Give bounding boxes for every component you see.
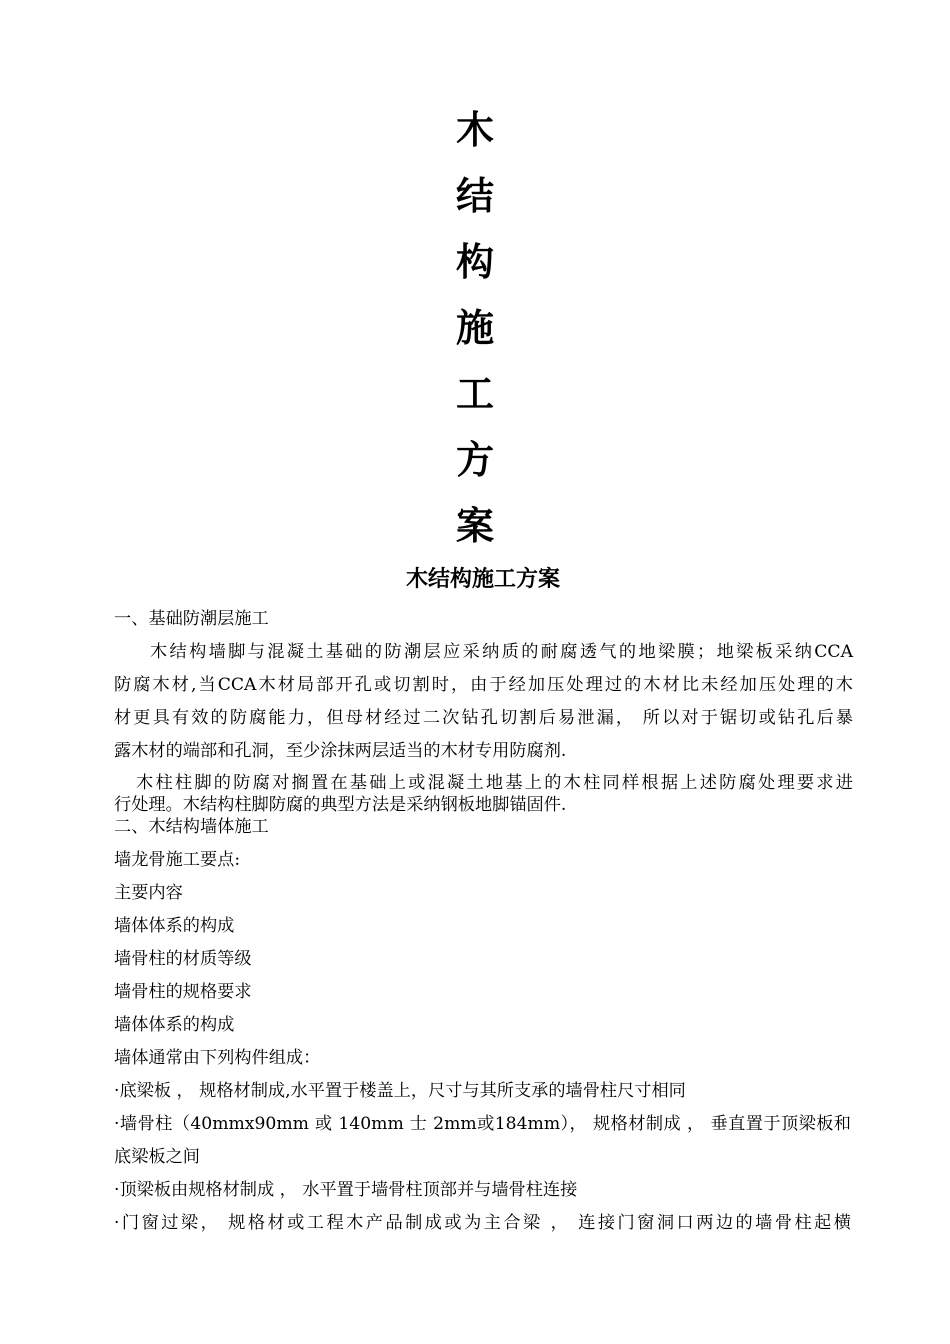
text-line: 墙体体系的构成 [114, 1015, 235, 1035]
paragraph-line: 露木材的端部和孔洞，至少涂抹两层适当的木材专用防腐剂. [114, 741, 567, 761]
cover-title-char: 工 [455, 372, 494, 416]
text-line: 墙体体系的构成 [114, 916, 235, 936]
text-line: 墙骨柱的规格要求 [114, 982, 252, 1002]
section-heading: 二、木结构墙体施工 [114, 817, 269, 837]
paragraph-line: 行处理。木结构柱脚防腐的典型方法是采纳钢板地脚锚固件. [114, 795, 567, 815]
bullet-item: ·墙骨柱（40mmx90mm 或 140mm 士 2mm或184mm）， 规格材制成 ， 垂直置于顶梁板和 [114, 1114, 851, 1134]
text-line: 墙龙骨施工要点: [114, 850, 241, 870]
paragraph-line: 防腐木材,当CCA木材局部开孔或切割时，由于经加压处理过的木材比未经加压处理的木 [114, 675, 853, 695]
text-line: 墙骨柱的材质等级 [114, 949, 252, 969]
paragraph-line: 木结构墙脚与混凝土基础的防潮层应采纳质的耐腐透气的地梁膜；地梁板采纳CCA [150, 642, 853, 662]
paragraph-line: 材更具有效的防腐能力，但母材经过二次钻孔切割后易泄漏， 所以对于锯切或钻孔后暴 [114, 708, 853, 728]
cover-title-char: 构 [455, 240, 494, 284]
text-line: 墙体通常由下列构件组成： [114, 1048, 321, 1068]
cover-title-char: 案 [455, 504, 494, 548]
text-line: 底梁板之间 [114, 1147, 200, 1167]
bullet-item: ·门窗过梁， 规格材或工程木产品制成或为主合梁 ， 连接门窗洞口两边的墙骨柱起横 [114, 1213, 851, 1233]
cover-title-char: 结 [455, 174, 494, 218]
paragraph-line: 木柱柱脚的防腐对搁置在基础上或混凝土地基上的木柱同样根据上述防腐处理要求进 [136, 773, 853, 793]
cover-title-char: 木 [455, 108, 494, 152]
bullet-item: ·底梁板 ， 规格材制成,水平置于楼盖上，尺寸与其所支承的墙骨柱尺寸相同 [114, 1081, 686, 1101]
text-line: 主要内容 [114, 883, 183, 903]
section-heading: 一、基础防潮层施工 [114, 609, 269, 629]
cover-title-char: 方 [455, 438, 494, 482]
document-title: 木结构施工方案 [405, 567, 560, 592]
cover-title-char: 施 [455, 306, 494, 350]
bullet-item: ·顶梁板由规格材制成 ， 水平置于墙骨柱顶部并与墙骨柱连接 [114, 1180, 578, 1200]
